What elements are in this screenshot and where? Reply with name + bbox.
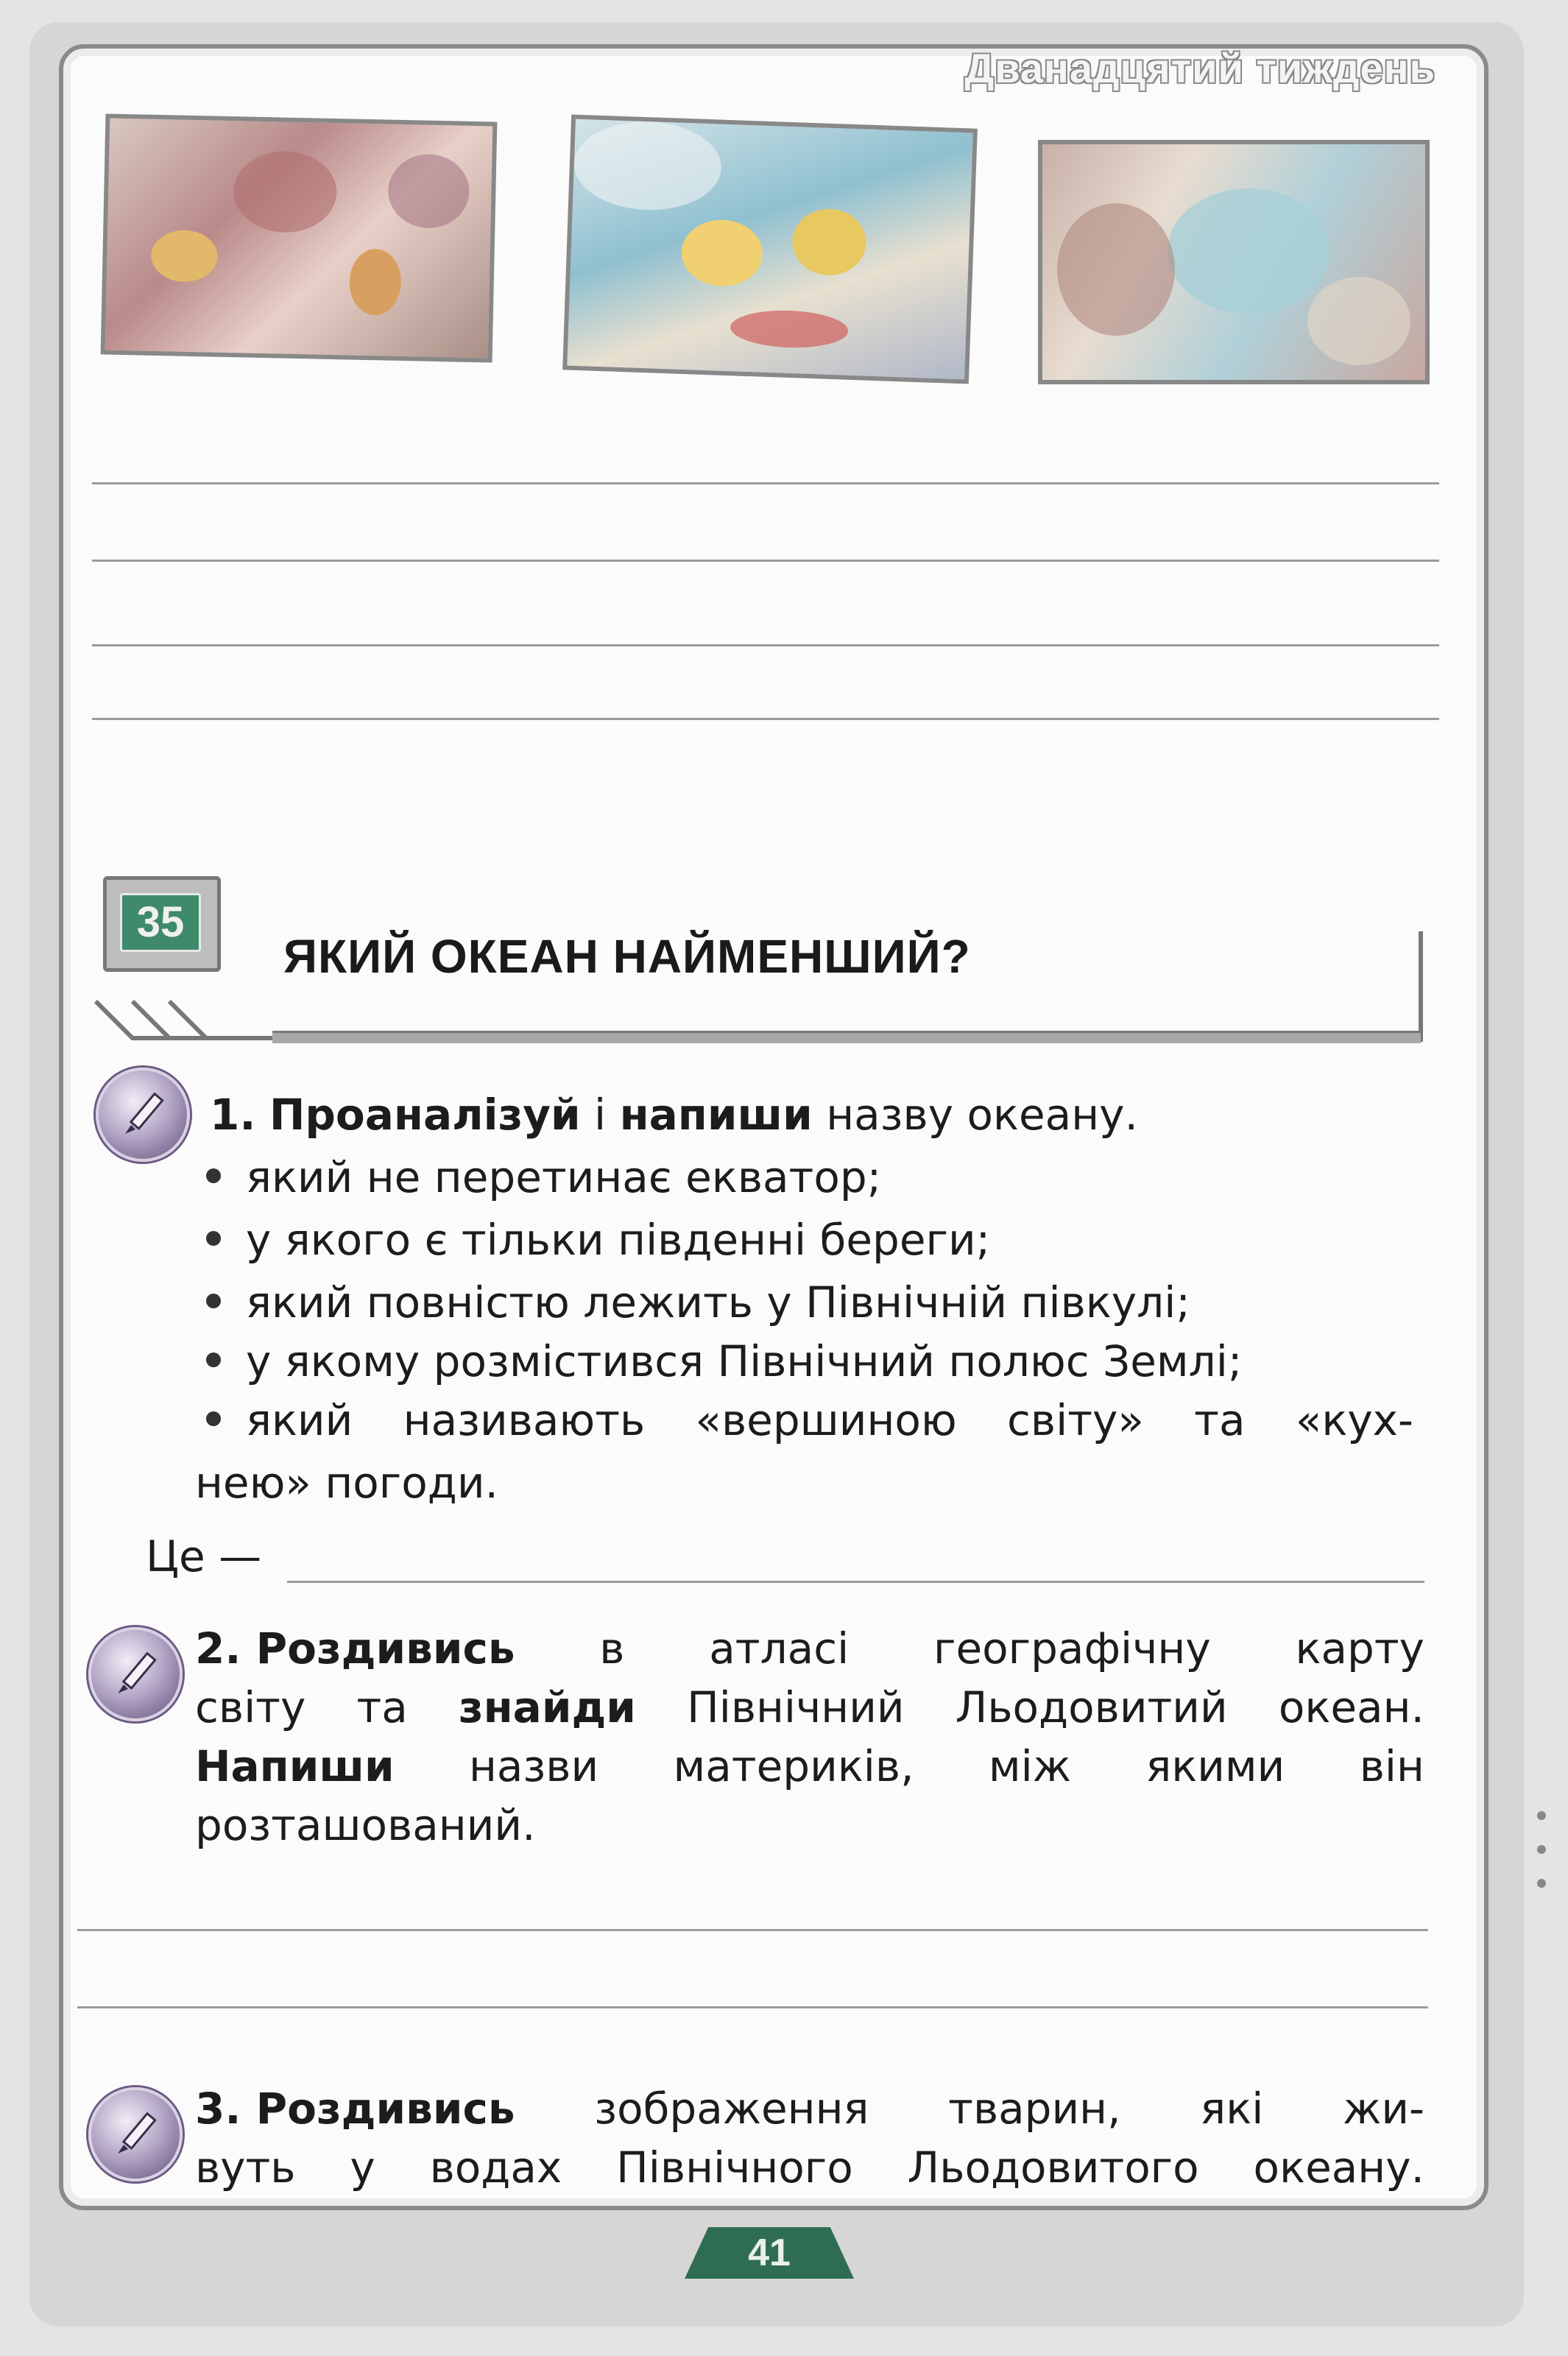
title-bracket [1410, 931, 1423, 1042]
task-text: та [356, 1682, 408, 1732]
task-text: він [1359, 1741, 1424, 1791]
task-text: Північний [687, 1682, 905, 1732]
task-text: океан. [1278, 1682, 1424, 1732]
task-3-line [195, 2142, 1424, 2194]
task-text: Льодовитий [955, 1682, 1228, 1732]
butterflyfish-photo [562, 114, 978, 384]
side-dots-decoration [1537, 1811, 1546, 1913]
title-underline [272, 1031, 1421, 1043]
task-conjunction: і [594, 1090, 607, 1140]
task-text: між [988, 1741, 1071, 1791]
bullet-text: «вершиною [695, 1395, 957, 1445]
bullet-text: світу» [1007, 1395, 1144, 1445]
task-2-line [195, 1682, 1424, 1734]
bullet-text: у якого є тільки південні береги; [246, 1215, 991, 1265]
coral-reef-photo [101, 113, 498, 362]
task-3-pencil-icon [88, 2087, 183, 2182]
task-text: жи- [1343, 2084, 1424, 2134]
task-verb: напиши [619, 1090, 813, 1140]
task-text: у [350, 2142, 375, 2193]
task-1-pencil-icon [96, 1068, 190, 1162]
bullet-item [206, 1215, 990, 1266]
bullet-text: який не перетинає екватор; [246, 1152, 882, 1202]
task-text: карту [1295, 1623, 1424, 1673]
bullet-item [206, 1152, 881, 1204]
task-text: назву океану. [826, 1090, 1138, 1140]
answer-line[interactable] [77, 2006, 1428, 2008]
bullet-text: який [206, 1395, 353, 1447]
bullet-text: «кух- [1295, 1395, 1413, 1445]
bullet-item [206, 1336, 1242, 1388]
moray-eel-photo [1038, 140, 1430, 384]
chevron-decoration-icon [88, 994, 280, 1045]
task-text: вуть [195, 2142, 296, 2193]
bullet-icon [206, 1231, 221, 1246]
task-2-line [195, 1623, 1424, 1675]
bullet-item [206, 1395, 1413, 1447]
answer-line[interactable] [77, 1929, 1428, 1931]
bullet-text: називають [403, 1395, 646, 1445]
task-verb: знайди [458, 1682, 636, 1732]
task-text: Льодовитого [907, 2142, 1199, 2193]
task-text: тварин, [948, 2084, 1121, 2134]
bullet-continuation: нею» погоди. [195, 1458, 498, 1508]
task-text: назви [468, 1741, 599, 1791]
bullet-text: та [1194, 1395, 1246, 1445]
task-verb: Проаналізуй [269, 1090, 581, 1140]
task-verb: 3. Роздивись [195, 2084, 515, 2134]
bullet-text: у якому розмістився Північний полюс Землі; [246, 1336, 1243, 1386]
task-text: якими [1145, 1741, 1285, 1791]
bullet-text: який повністю лежить у Північній півкулі; [246, 1277, 1190, 1327]
bullet-icon [206, 1168, 221, 1183]
answer-line[interactable] [287, 1581, 1424, 1583]
task-text: водах [429, 2142, 562, 2193]
bullet-icon [206, 1352, 221, 1367]
task-text: в [599, 1623, 625, 1673]
task-text: світу [195, 1682, 306, 1732]
pencil-icon [107, 1646, 163, 1702]
answer-prefix: Це — [146, 1531, 262, 1581]
task-text: зображення [594, 2084, 869, 2134]
task-2-line: розташований. [195, 1800, 536, 1850]
task-number: 1. [210, 1090, 256, 1140]
task-text: Північного [616, 2142, 853, 2193]
bullet-icon [206, 1411, 221, 1426]
task-2-pencil-icon [88, 1627, 183, 1721]
task-text: океану. [1253, 2142, 1424, 2193]
section-title: ЯКИЙ ОКЕАН НАЙМЕНШИЙ? [283, 930, 971, 983]
task-text: які [1200, 2084, 1264, 2134]
task-text: атласі [709, 1623, 850, 1673]
task-text: материків, [673, 1741, 914, 1791]
bullet-item [206, 1277, 1190, 1329]
answer-line[interactable] [92, 718, 1439, 720]
task-verb: 2. Роздивись [195, 1623, 515, 1673]
pencil-icon [115, 1087, 171, 1143]
pencil-icon [107, 2106, 163, 2162]
section-number: 35 [120, 893, 201, 952]
task-1-instruction [210, 1090, 1138, 1141]
task-2-line [195, 1741, 1424, 1793]
bullet-icon [206, 1294, 221, 1308]
task-verb: Напиши [195, 1741, 395, 1791]
answer-line[interactable] [92, 560, 1439, 562]
week-header: Дванадцятий тиждень [964, 45, 1435, 91]
answer-line[interactable] [92, 644, 1439, 646]
section-badge [103, 876, 221, 972]
task-text: географічну [933, 1623, 1211, 1673]
page-number: 41 [748, 2232, 791, 2274]
answer-line[interactable] [92, 482, 1439, 484]
task-3-line [195, 2084, 1424, 2135]
